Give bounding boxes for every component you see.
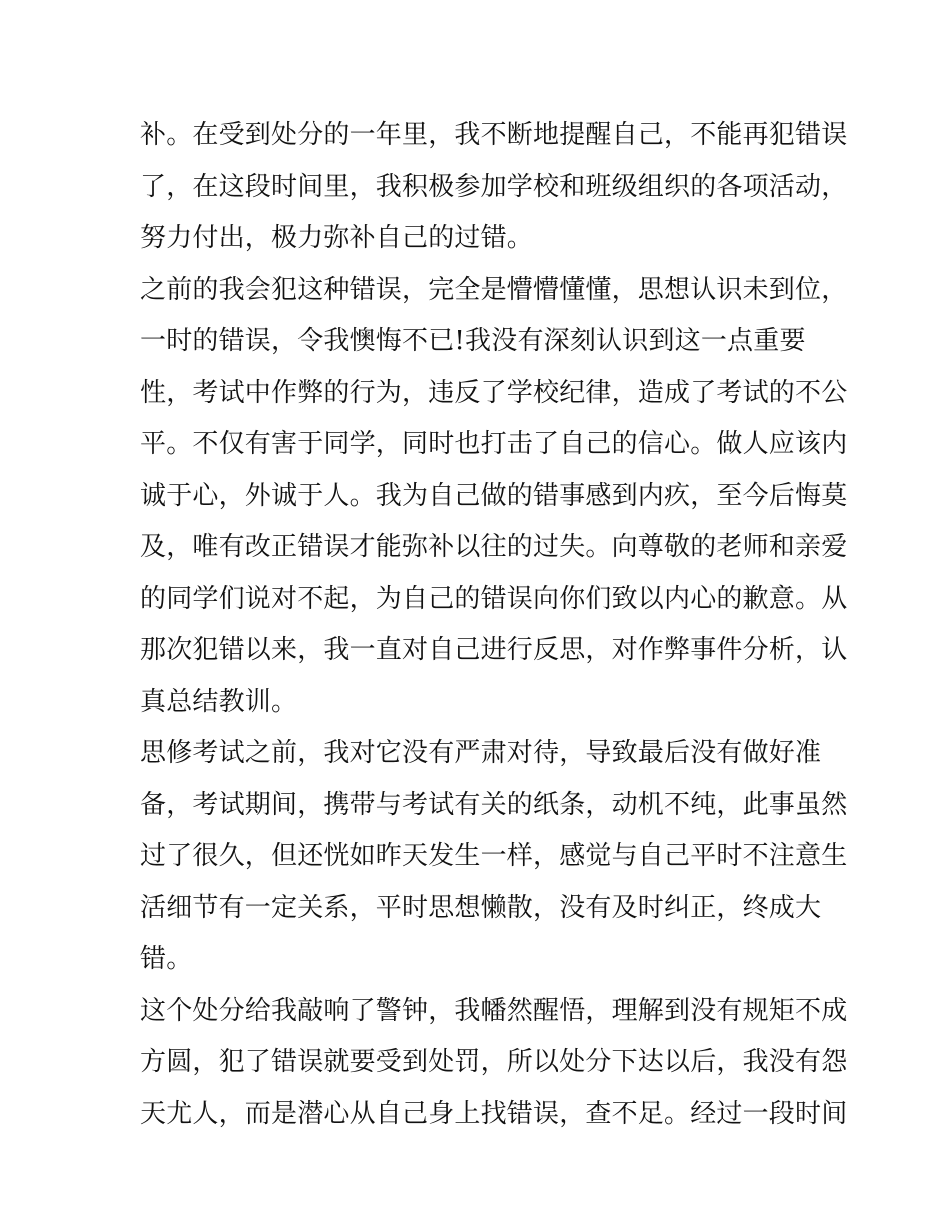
text-line: 之前的我会犯这种错误，完全是懵懵懂懂，思想认识未到位， — [140, 274, 848, 305]
text-line: 补。在受到处分的一年里，我不断地提醒自己，不能再犯错误 — [140, 120, 848, 150]
text-line: 备，考试期间，携带与考试有关的纸条，动机不纯，此事虽然 — [140, 789, 848, 820]
text-line: 平。不仅有害于同学，同时也打击了自己的信心。做人应该内 — [140, 429, 848, 459]
text-line: 的同学们说对不起，为自己的错误向你们致以内心的歉意。从 — [140, 583, 848, 614]
text-line: 努力付出，极力弥补自己的过错。 — [140, 223, 534, 253]
text-line: 方圆，犯了错误就要受到处罚，所以处分下达以后，我没有怨 — [140, 1047, 848, 1077]
text-line: 那次犯错以来，我一直对自己进行反思，对作弊事件分析，认 — [140, 635, 848, 665]
text-line: 思修考试之前，我对它没有严肃对待，导致最后没有做好准 — [140, 738, 822, 768]
body-text — [140, 110, 848, 1140]
text-line: 真总结教训。 — [140, 686, 298, 717]
text-line: 这个处分给我敲响了警钟，我幡然醒悟，理解到没有规矩不成 — [140, 995, 848, 1026]
text-line: 了，在这段时间里，我积极参加学校和班级组织的各项活动， — [140, 171, 848, 202]
text-line: 诚于心，外诚于人。我为自己做的错事感到内疚，至今后悔莫 — [140, 480, 848, 511]
text-line: 一时的错误，令我懊悔不已!我没有深刻认识到这一点重要 — [140, 326, 806, 356]
text-line: 性，考试中作弊的行为，违反了学校纪律，造成了考试的不公 — [140, 377, 848, 408]
text-line: 错。 — [140, 944, 193, 974]
text-line: 天尤人，而是潜心从自己身上找错误，查不足。经过一段时间 — [140, 1098, 848, 1129]
text-line: 及，唯有改正错误才能弥补以往的过失。向尊敬的老师和亲爱 — [140, 532, 848, 562]
text-line: 过了很久，但还恍如昨天发生一样，感觉与自己平时不注意生 — [140, 841, 848, 871]
text-line: 活细节有一定关系，平时思想懒散，没有及时纠正，终成大 — [140, 892, 822, 923]
